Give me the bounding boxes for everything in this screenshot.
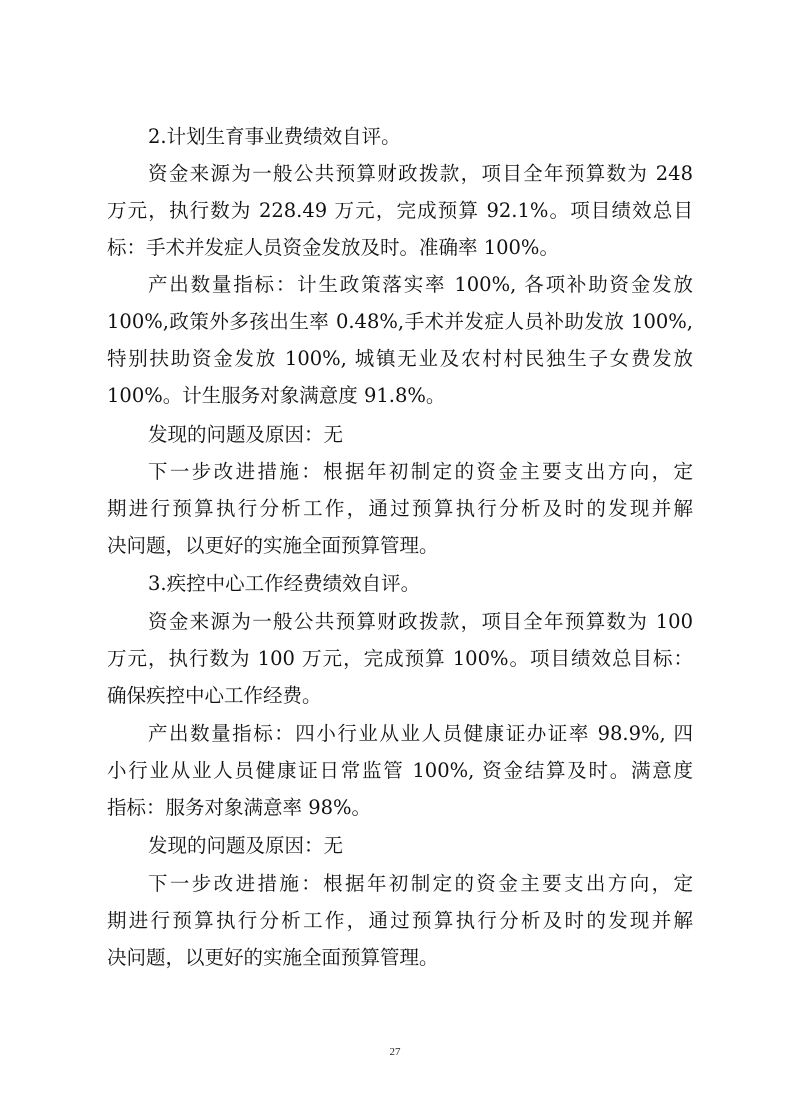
text-line: 下一步改进措施：根据年初制定的资金主要支出方向，定 (148, 872, 693, 895)
paragraph-improvement-measures (107, 453, 693, 564)
text-line: 发现的问题及原因：无 (148, 834, 344, 857)
text-line: 发现的问题及原因：无 (148, 423, 344, 446)
paragraph-output-indicators (107, 266, 693, 414)
text-line: 期进行预算执行分析工作，通过预算执行分析及时的发现并解 (107, 497, 693, 520)
text-line: 决问题，以更好的实施全面预算管理。 (107, 946, 439, 969)
section-heading-cdc (107, 565, 693, 602)
text-line: 特别扶助资金发放 100%, 城镇无业及农村村民独生子女费发放 (107, 347, 693, 370)
text-line: 100%。计生服务对象满意度 91.8%。 (107, 384, 446, 407)
paragraph-funding-source (107, 155, 693, 266)
text-line: 指标：服务对象满意率 98%。 (107, 796, 372, 819)
section-heading-family-planning (107, 118, 693, 155)
text-line: 标：手术并发症人员资金发放及时。准确率 100%。 (107, 236, 559, 259)
paragraph-funding-source (107, 603, 693, 714)
text-line: 万元，执行数为 100 万元，完成预算 100%。项目绩效总目标： (107, 647, 693, 670)
paragraph-problems (107, 827, 693, 864)
text-line: 资金来源为一般公共预算财政拨款，项目全年预算数为 100 (148, 610, 693, 633)
text-line: 产出数量指标：四小行业从业人员健康证办证率 98.9%, 四 (148, 722, 693, 745)
paragraph-problems (107, 416, 693, 453)
text-line: 决问题，以更好的实施全面预算管理。 (107, 534, 439, 557)
text-line: 万元，执行数为 228.49 万元，完成预算 92.1%。项目绩效总目 (107, 199, 693, 222)
text-line: 小行业从业人员健康证日常监管 100%, 资金结算及时。满意度 (107, 759, 693, 782)
text-line: 100%,政策外多孩出生率 0.48%,手术并发症人员补助发放 100%, (107, 310, 693, 333)
text-line: 3.疾控中心工作经费绩效自评。 (148, 572, 421, 595)
text-line: 期进行预算执行分析工作，通过预算执行分析及时的发现并解 (107, 909, 693, 932)
text-line: 产出数量指标：计生政策落实率 100%, 各项补助资金发放 (148, 273, 693, 296)
text-line: 确保疾控中心工作经费。 (107, 684, 322, 707)
paragraph-improvement-measures (107, 865, 693, 976)
text-line: 资金来源为一般公共预算财政拨款，项目全年预算数为 248 (148, 162, 693, 185)
text-line: 2.计划生育事业费绩效自评。 (148, 125, 401, 148)
text-line: 下一步改进措施：根据年初制定的资金主要支出方向，定 (148, 460, 693, 483)
page-number: 27 (389, 1046, 401, 1058)
paragraph-output-indicators (107, 715, 693, 826)
